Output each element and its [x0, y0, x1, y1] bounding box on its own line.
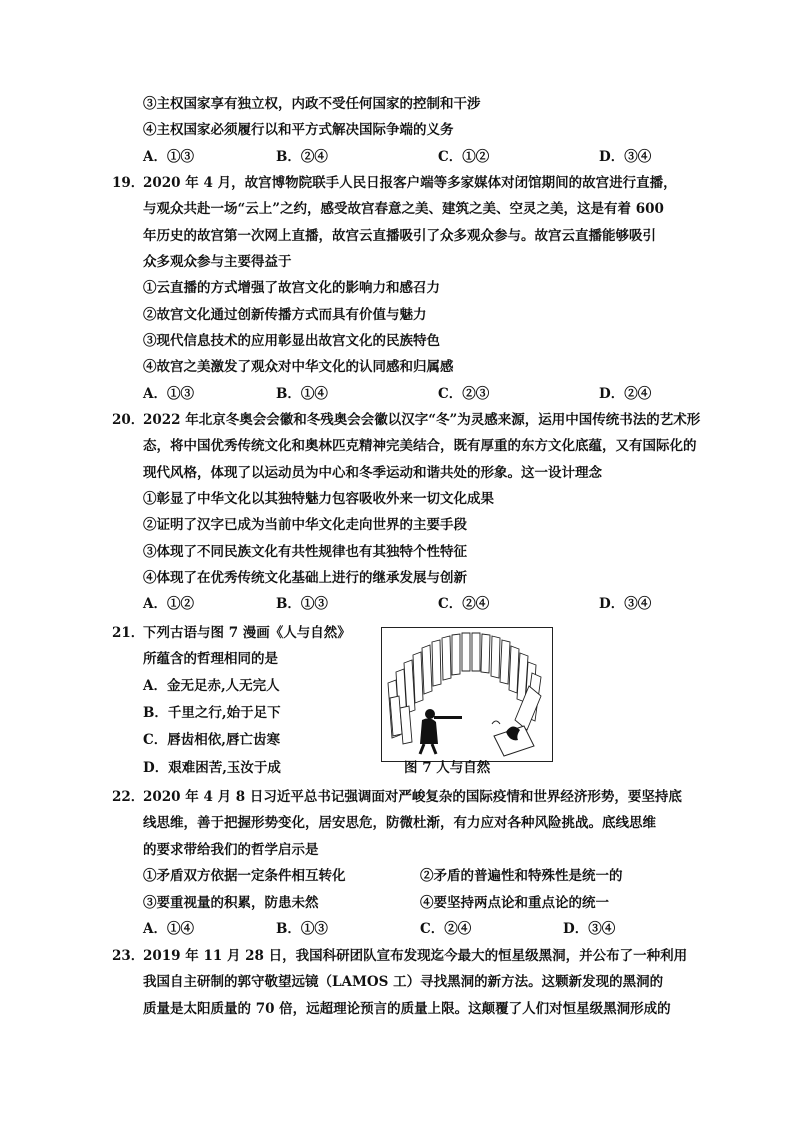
q21-option-c: C．唇齿相依,唇亡齿寒 — [143, 732, 280, 748]
q19-stem-line: 2020 年 4 月，故宫博物院联手人民日报客户端等多家媒体对闭馆期间的故宫进行直播， — [143, 175, 677, 191]
q19-item: ②故宫文化通过创新传播方式而具有价值与魅力 — [143, 307, 427, 323]
q22-item: ①矛盾双方依据一定条件相互转化 — [143, 868, 346, 884]
q23-stem-line: 质量是太阳质量的 70 倍，远超理论预言的质量上限。这颠覆了人们对恒星级黑洞形成的 — [143, 1001, 671, 1017]
q19-option-b: B．①④ — [276, 386, 328, 402]
q19-option-a: A．①③ — [143, 386, 194, 402]
q18-option-a: A．①③ — [143, 149, 194, 165]
q21-option-a: A．金无足赤,人无完人 — [143, 678, 280, 694]
q19-stem-line: 众多观众参与主要得益于 — [143, 254, 292, 270]
q23-stem-line: 2019 年 11 月 28 日，我国科研团队宣布发现迄今最大的恒星级黑洞，并公布了一种利用 — [143, 948, 688, 964]
q22-option-b: B．①③ — [276, 921, 328, 937]
q20-option-a: A．①② — [143, 596, 194, 612]
q18-item-3: ③主权国家享有独立权，内政不受任何国家的控制和干涉 — [143, 96, 481, 112]
q22-option-c: C．②④ — [420, 921, 472, 937]
q22-item: ③要重视量的积累，防患未然 — [143, 895, 319, 911]
q20-stem-line: 2022 年北京冬奥会会徽和冬残奥会会徽以汉字“冬”为灵感来源，运用中国传统书法的艺术形 — [143, 412, 701, 428]
q22-item: ④要坚持两点论和重点论的统一 — [420, 895, 609, 911]
q19-stem-line: 年历史的故宫第一次网上直播，故宫云直播吸引了众多观众参与。故宫云直播能够吸引 — [143, 228, 656, 244]
dominoes-illustration — [382, 628, 552, 761]
q20-stem-line: 态，将中国优秀传统文化和奥林匹克精神完美结合，既有厚重的东方文化底蕴，又有国际化的 — [143, 438, 697, 454]
q19-number: 19． — [112, 175, 145, 191]
q20-item: ③体现了不同民族文化有共性规律也有其独特个性特征 — [143, 544, 467, 560]
q20-option-d: D．③④ — [599, 596, 652, 612]
q22-item: ②矛盾的普遍性和特殊性是统一的 — [420, 868, 623, 884]
q23-stem-line: 我国自主研制的郭守敬望远镜（LAMOS 工）寻找黑洞的新方法。这颗新发现的黑洞的 — [143, 974, 664, 990]
figure-caption: 图 7 人与自然 — [404, 760, 491, 776]
cartoon-figure-7 — [381, 627, 553, 762]
q22-number: 22． — [112, 789, 145, 805]
q19-item: ①云直播的方式增强了故宫文化的影响力和感召力 — [143, 280, 440, 296]
q21-stem-line: 下列古语与图 7 漫画《人与自然》 — [143, 625, 351, 641]
q20-option-b: B．①③ — [276, 596, 328, 612]
q18-option-b: B．②④ — [276, 149, 328, 165]
q18-item-4: ④主权国家必须履行以和平方式解决国际争端的义务 — [143, 122, 454, 138]
q20-stem-line: 现代风格，体现了以运动员为中心和冬季运动和谐共处的形象。这一设计理念 — [143, 465, 602, 481]
q20-item: ②证明了汉字已成为当前中华文化走向世界的主要手段 — [143, 517, 467, 533]
q22-stem-line: 的要求带给我们的哲学启示是 — [143, 842, 319, 858]
q19-item: ④故宫之美激发了观众对中华文化的认同感和归属感 — [143, 359, 454, 375]
q23-number: 23． — [112, 948, 145, 964]
q22-option-a: A．①④ — [143, 921, 194, 937]
q21-option-d: D．艰难困苦,玉汝于成 — [143, 760, 281, 776]
q22-stem-line: 2020 年 4 月 8 日习近平总书记强调面对严峻复杂的国际疫情和世界经济形势，要坚持底 — [143, 789, 682, 805]
q19-option-d: D．②④ — [599, 386, 652, 402]
q20-option-c: C．②④ — [438, 596, 490, 612]
q19-stem-line: 与观众共赴一场“云上”之约，感受故宫春意之美、建筑之美、空灵之美，这是有着 600 — [143, 201, 664, 217]
q18-option-c: C．①② — [438, 149, 490, 165]
q20-number: 20． — [112, 412, 145, 428]
q21-number: 21． — [112, 625, 145, 641]
q21-option-b: B．千里之行,始于足下 — [143, 705, 281, 721]
q22-option-d: D．③④ — [563, 921, 616, 937]
q22-stem-line: 线思维，善于把握形势变化，居安思危，防微杜渐，有力应对各种风险挑战。底线思维 — [143, 815, 656, 831]
q21-stem-line: 所蕴含的哲理相同的是 — [143, 651, 278, 667]
q18-option-d: D．③④ — [599, 149, 652, 165]
q20-item: ④体现了在优秀传统文化基础上进行的继承发展与创新 — [143, 570, 467, 586]
q19-option-c: C．②③ — [438, 386, 490, 402]
domino-ring — [388, 633, 541, 744]
hunter-figure — [420, 709, 462, 754]
q19-item: ③现代信息技术的应用彰显出故宫文化的民族特色 — [143, 333, 440, 349]
q20-item: ①彰显了中华文化以其独特魅力包容吸收外来一切文化成果 — [143, 491, 494, 507]
